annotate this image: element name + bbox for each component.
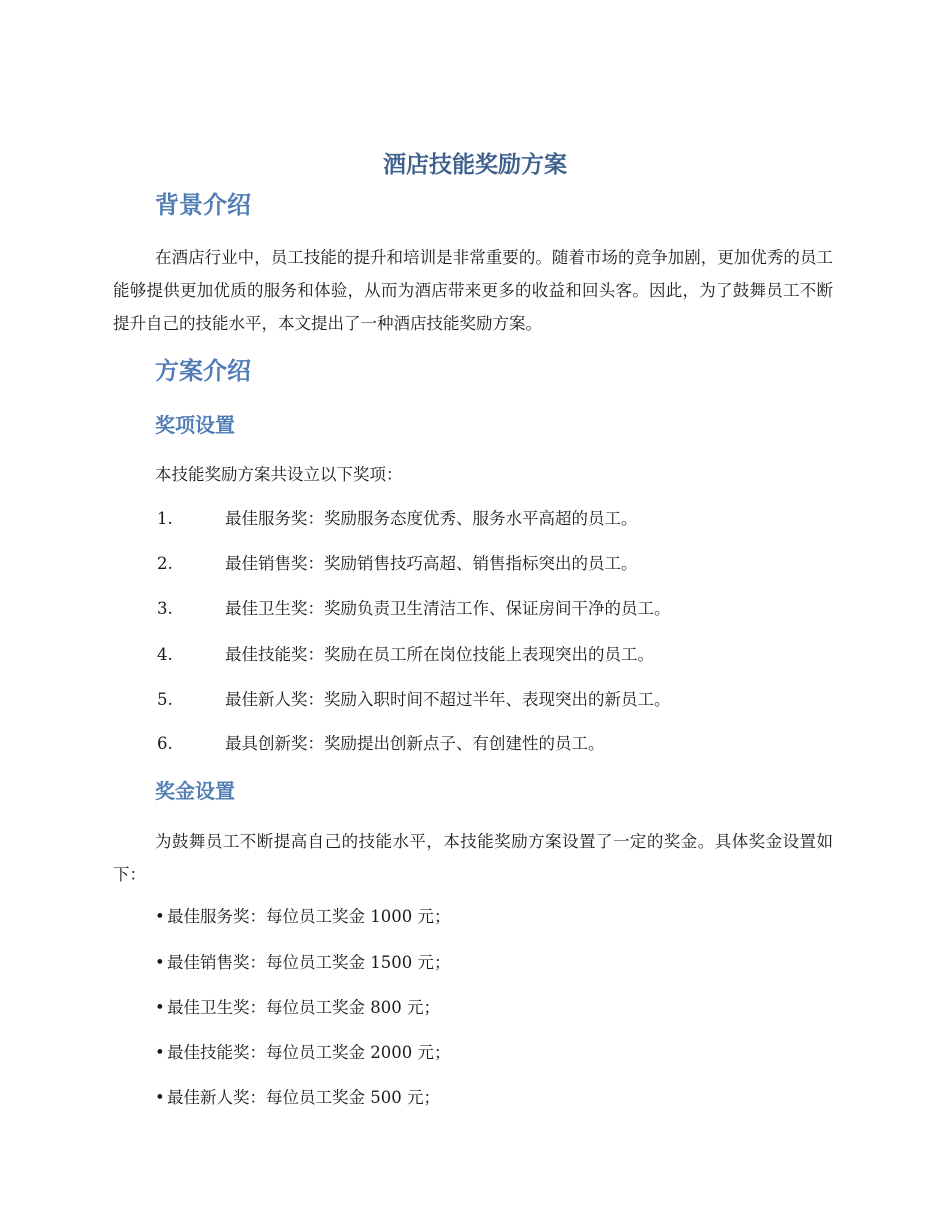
list-number: 1.	[157, 509, 173, 528]
bullet-icon: •	[155, 1088, 165, 1107]
list-number: 4.	[157, 645, 173, 664]
list-text: 最佳服务奖：奖励服务态度优秀、服务水平高超的员工。	[225, 509, 638, 528]
list-text: 最具创新奖：奖励提出创新点子、有创建性的员工。	[225, 734, 605, 753]
background-paragraph: 在酒店行业中，员工技能的提升和培训是非常重要的。随着市场的竞争加剧，更加优秀的员工能够提供更加优质的服务和体验，从而为酒店带来更多的收益和回头客。因此，为了鼓舞员工不断提升自己的技能水平，本文提出了一种酒店技能奖励方案。	[113, 248, 833, 333]
list-item	[157, 594, 671, 624]
bullet-item	[155, 1083, 440, 1113]
bullet-text: 最佳技能奖：每位员工奖金 2000 元；	[167, 1043, 451, 1062]
bullet-icon: •	[155, 998, 165, 1017]
list-item	[157, 729, 605, 759]
awards-intro: 本技能奖励方案共设立以下奖项：	[155, 465, 403, 484]
bullet-item	[155, 1038, 450, 1068]
document-title: 酒店技能奖励方案	[383, 152, 567, 178]
list-text: 最佳销售奖：奖励销售技巧高超、销售指标突出的员工。	[225, 554, 638, 573]
bullet-item	[155, 993, 440, 1023]
bullet-item	[155, 902, 450, 932]
bullet-text: 最佳销售奖：每位员工奖金 1500 元；	[167, 953, 451, 972]
bonus-intro: 为鼓舞员工不断提高自己的技能水平，本技能奖励方案设置了一定的奖金。具体奖金设置如下：	[113, 832, 833, 884]
list-item	[157, 504, 638, 534]
bullet-text: 最佳卫生奖：每位员工奖金 800 元；	[167, 998, 440, 1017]
bullet-item	[155, 948, 450, 978]
list-item	[157, 549, 638, 579]
list-number: 6.	[157, 734, 173, 753]
section-heading-background: 背景介绍	[155, 191, 251, 219]
list-number: 5.	[157, 690, 173, 709]
list-text: 最佳卫生奖：奖励负责卫生清洁工作、保证房间干净的员工。	[225, 599, 671, 618]
list-item	[157, 685, 671, 715]
list-text: 最佳技能奖：奖励在员工所在岗位技能上表现突出的员工。	[225, 645, 654, 664]
list-text: 最佳新人奖：奖励入职时间不超过半年、表现突出的新员工。	[225, 690, 671, 709]
list-number: 2.	[157, 554, 173, 573]
bullet-icon: •	[155, 1043, 165, 1062]
bullet-text: 最佳新人奖：每位员工奖金 500 元；	[167, 1088, 440, 1107]
bullet-icon: •	[155, 953, 165, 972]
section-heading-plan: 方案介绍	[155, 357, 251, 385]
subheading-bonus: 奖金设置	[155, 779, 235, 803]
subheading-awards: 奖项设置	[155, 413, 235, 437]
bullet-icon: •	[155, 907, 165, 926]
bullet-text: 最佳服务奖：每位员工奖金 1000 元；	[167, 907, 451, 926]
list-item	[157, 640, 654, 670]
list-number: 3.	[157, 599, 173, 618]
